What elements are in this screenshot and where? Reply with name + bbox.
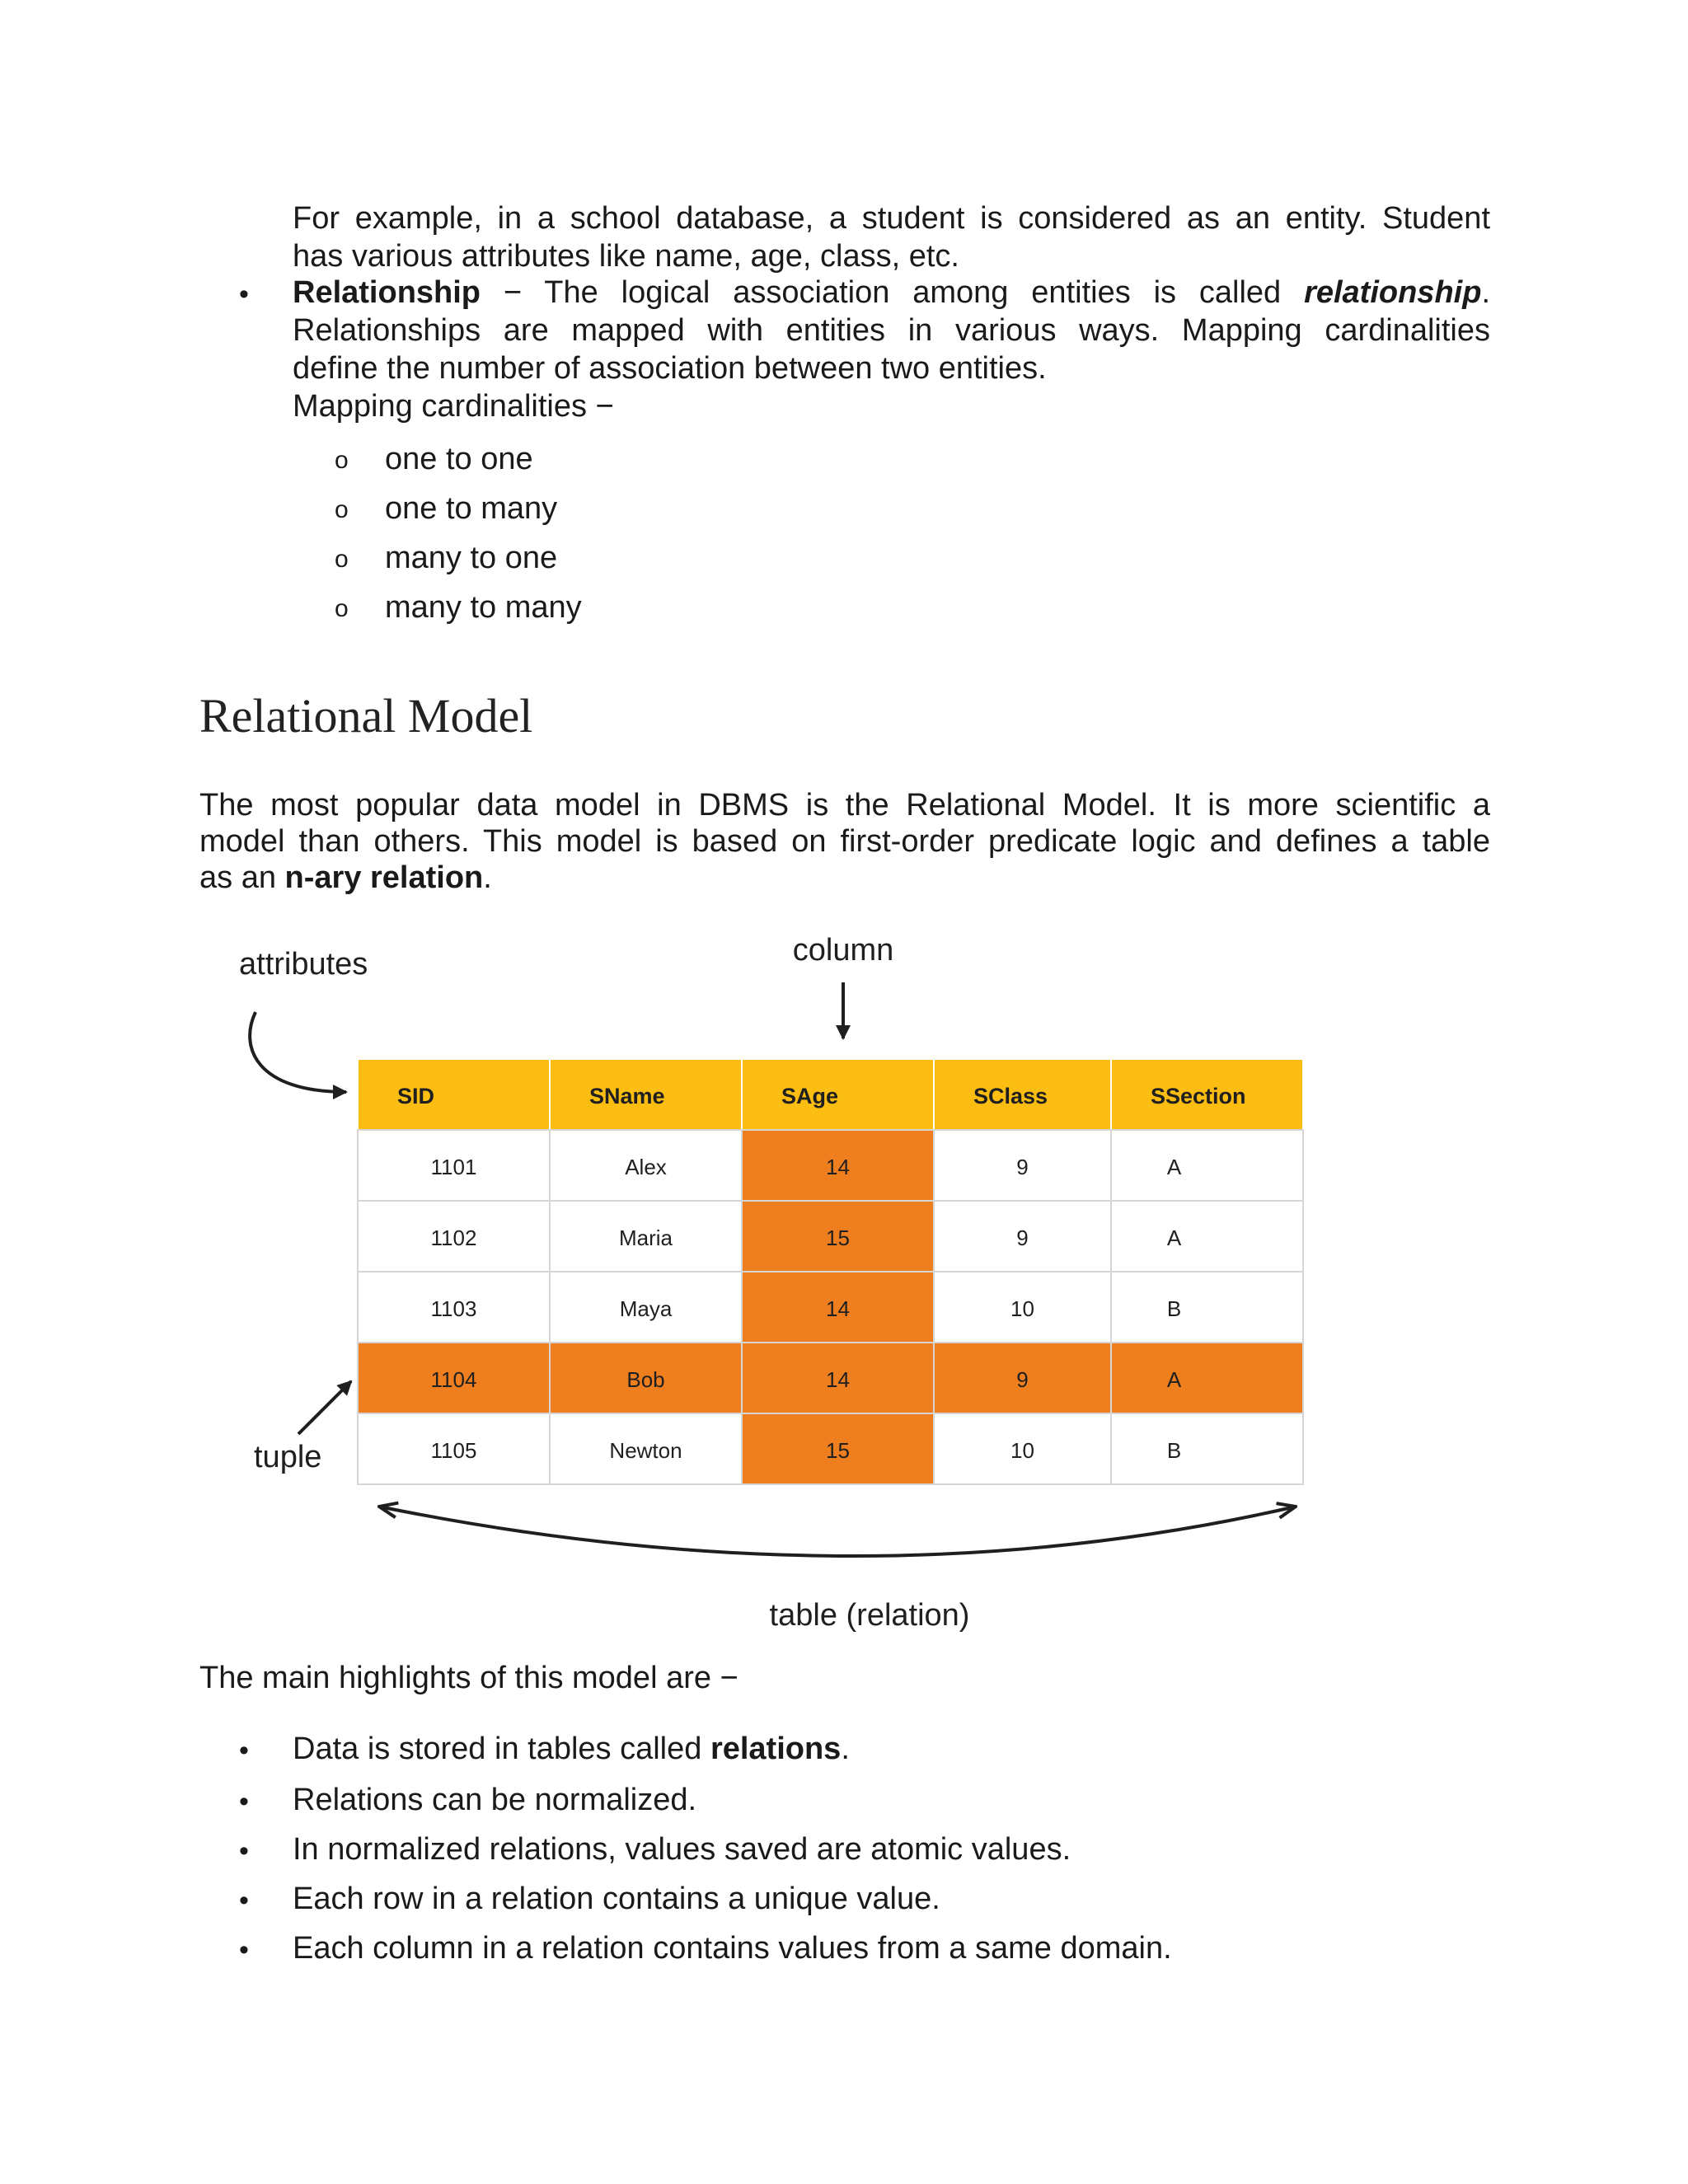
header-cell xyxy=(358,1059,550,1130)
cell-value: A xyxy=(1166,1226,1182,1250)
attributes-arrow xyxy=(250,1012,346,1092)
highlights-intro: The main highlights of this model are − xyxy=(199,1661,738,1695)
highlight-bullet: • xyxy=(239,1735,249,1766)
cell-value: 9 xyxy=(1016,1367,1029,1392)
cell-value: Alex xyxy=(625,1155,667,1179)
highlight-bullet: • xyxy=(239,1786,249,1817)
cell-value: 10 xyxy=(1010,1438,1034,1463)
relational-table-figure xyxy=(231,923,1327,1648)
relationship-line-4: Mapping cardinalities − xyxy=(293,389,614,424)
header-label: SAge xyxy=(781,1084,839,1108)
cell-value: 15 xyxy=(826,1226,850,1250)
section-paragraph xyxy=(199,787,1490,896)
cell-value: 1101 xyxy=(430,1155,477,1179)
intro-line-2: has various attributes like name, age, class, etc. xyxy=(293,239,959,274)
relationship-line-2: Relationships are mapped with entities in various ways. Mapping cardinalities xyxy=(293,313,1490,348)
cell-value: Maya xyxy=(619,1296,673,1321)
intro-paragraph xyxy=(293,199,1490,275)
header-label: SSection xyxy=(1151,1084,1246,1108)
n-ary-relation-term: n-ary relation xyxy=(284,860,484,895)
cardinality-item: one to many xyxy=(385,491,558,526)
section-line-3: as an n-ary relation. xyxy=(199,860,492,895)
table-relation-label: table (relation) xyxy=(769,1598,970,1633)
cell-value: 1103 xyxy=(430,1296,477,1321)
section-line-2: model than others. This model is based on first-order predicate logic and defines a table xyxy=(199,824,1490,859)
cardinality-marker: o xyxy=(335,496,349,523)
cell-value: 1105 xyxy=(430,1438,477,1463)
relationship-line-1 xyxy=(293,274,1490,312)
cell-value: Maria xyxy=(618,1226,673,1250)
table-cell xyxy=(1111,1272,1303,1343)
cell-value: 15 xyxy=(826,1438,850,1463)
column-label: column xyxy=(792,933,894,968)
table-cell xyxy=(1111,1343,1303,1413)
highlight-item: Each row in a relation contains a unique value. xyxy=(293,1882,940,1916)
cell-value: 14 xyxy=(826,1296,850,1321)
relationship-line-3: define the number of association between two entities. xyxy=(293,351,1047,386)
cell-value: A xyxy=(1166,1155,1182,1179)
relationship-term-em: relationship xyxy=(1304,275,1482,310)
highlight-item: In normalized relations, values saved are atomic values. xyxy=(293,1832,1071,1867)
relations-term: relations xyxy=(710,1732,842,1766)
tuple-arrow xyxy=(298,1381,351,1434)
header-label: SName xyxy=(589,1084,665,1108)
cell-value: 14 xyxy=(826,1155,850,1179)
cardinality-marker: o xyxy=(335,546,349,573)
relationship-bullet: • xyxy=(239,279,249,310)
tuple-label: tuple xyxy=(254,1440,322,1474)
relationship-period: . xyxy=(1481,275,1490,310)
cell-value: 14 xyxy=(826,1367,850,1392)
cell-value: B xyxy=(1166,1438,1182,1463)
highlight-bullet: • xyxy=(239,1934,249,1966)
highlight-bullet: • xyxy=(239,1835,249,1867)
cell-value: Bob xyxy=(626,1367,665,1392)
cell-value: A xyxy=(1166,1367,1182,1392)
header-label: SClass xyxy=(973,1084,1048,1108)
intro-line-1: For example, in a school database, a student is considered as an entity. Student xyxy=(293,201,1490,236)
highlight-bullet: • xyxy=(239,1885,249,1916)
cardinality-marker: o xyxy=(335,447,349,474)
relationship-definition: − The logical association among entities is called xyxy=(481,275,1305,310)
cardinality-item: one to one xyxy=(385,442,533,476)
section-line-1: The most popular data model in DBMS is the Relational Model. It is more scientific a xyxy=(199,788,1490,823)
cardinality-marker: o xyxy=(335,595,349,622)
cell-value: 1104 xyxy=(430,1367,477,1392)
relationship-term: Relationship xyxy=(293,275,481,310)
relationship-paragraph xyxy=(293,274,1490,425)
attributes-label: attributes xyxy=(239,947,368,982)
table-cell xyxy=(1111,1413,1303,1484)
cell-value: Newton xyxy=(609,1438,682,1463)
highlight-item: Relations can be normalized. xyxy=(293,1783,697,1817)
cell-value: 9 xyxy=(1016,1155,1029,1179)
cell-value: B xyxy=(1166,1296,1182,1321)
cell-value: 1102 xyxy=(430,1226,477,1250)
cardinality-item: many to many xyxy=(385,590,582,625)
header-label: SID xyxy=(397,1084,435,1108)
table-cell xyxy=(1111,1201,1303,1272)
table-span-arrow xyxy=(379,1507,1296,1556)
section-heading: Relational Model xyxy=(199,689,533,743)
cardinality-item: many to one xyxy=(385,541,558,575)
cell-value: 10 xyxy=(1010,1296,1034,1321)
cell-value: 9 xyxy=(1016,1226,1029,1250)
student-relation-table xyxy=(358,1059,1303,1484)
table-cell xyxy=(1111,1130,1303,1201)
highlight-item: Data is stored in tables called relations. xyxy=(293,1732,850,1766)
highlight-item: Each column in a relation contains values from a same domain. xyxy=(293,1931,1172,1966)
